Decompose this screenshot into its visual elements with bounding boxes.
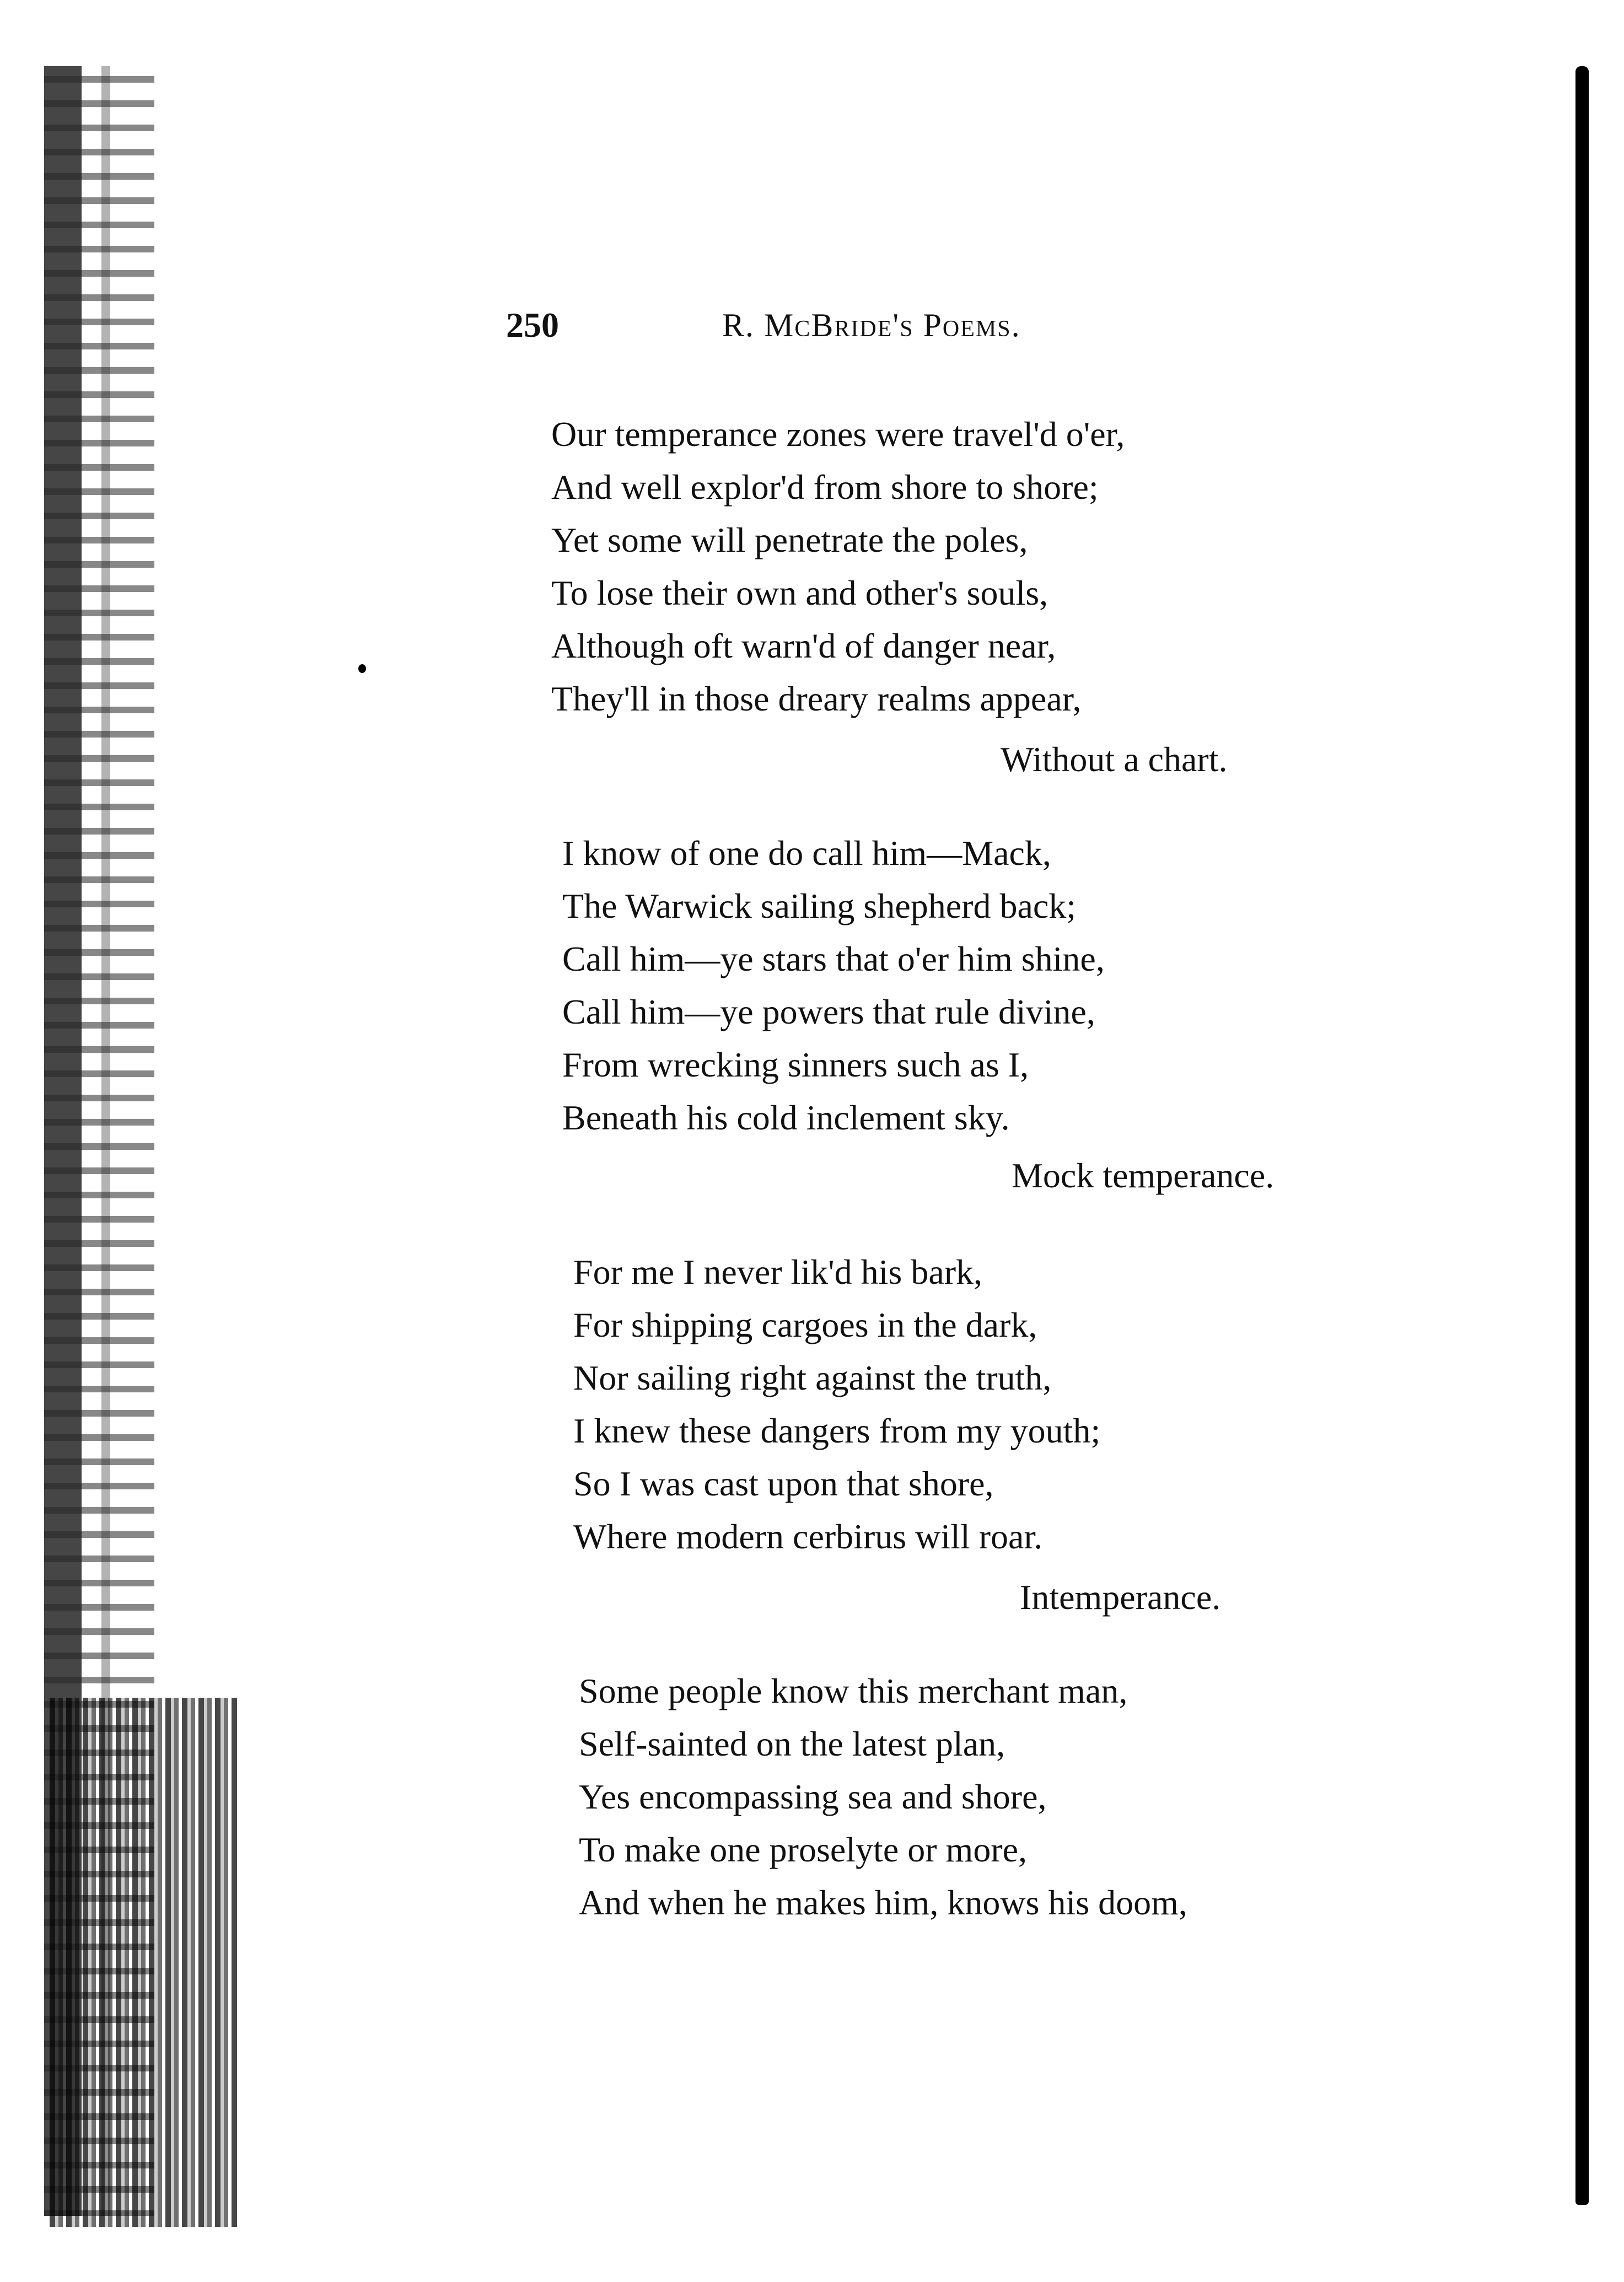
stanza-tag: Mock temperance.: [1012, 1156, 1275, 1195]
verse-line: Although oft warn'd of danger near,: [551, 626, 1056, 665]
scan-edge-shadow-right: [1575, 66, 1589, 2205]
verse-line: For me I never lik'd his bark,: [573, 1252, 983, 1291]
verse-line: Call him—ye powers that rule divine,: [562, 992, 1095, 1031]
page-header: [0, 298, 1624, 353]
verse-line: So I was cast upon that shore,: [573, 1464, 994, 1503]
stanza-1: [551, 408, 1125, 725]
verse-line: For shipping cargoes in the dark,: [573, 1305, 1037, 1344]
verse-line: Beneath his cold inclement sky.: [562, 1098, 1010, 1137]
verse-line: To make one proselyte or more,: [579, 1830, 1028, 1869]
stanza-tag: Without a chart.: [1001, 740, 1228, 779]
verse-line: The Warwick sailing shepherd back;: [562, 886, 1077, 925]
ink-speck: [358, 664, 366, 673]
page-number: 250: [506, 305, 559, 345]
verse-line: Yet some will penetrate the poles,: [551, 520, 1028, 559]
verse-line: And when he makes him, knows his doom,: [579, 1883, 1187, 1922]
verse-line: Some people know this merchant man,: [579, 1671, 1128, 1710]
verse-line: Self-sainted on the latest plan,: [579, 1724, 1005, 1763]
verse-line: Call him—ye stars that o'er him shine,: [562, 939, 1105, 978]
verse-line: They'll in those dreary realms appear,: [551, 679, 1082, 718]
verse-line: Our temperance zones were travel'd o'er,: [551, 415, 1125, 454]
stanza-2: [562, 827, 1105, 1144]
verse-line: To lose their own and other's souls,: [551, 573, 1048, 612]
running-head: R. McBride's Poems.: [722, 307, 1021, 343]
stanza-tag: Intemperance.: [1020, 1578, 1221, 1617]
scan-edge-shadow-left-lower: [50, 1698, 237, 2227]
verse-line: I know of one do call him—Mack,: [562, 833, 1051, 873]
verse-line: And well explor'd from shore to shore;: [551, 467, 1099, 507]
verse-line: From wrecking sinners such as I,: [562, 1045, 1029, 1084]
verse-line: I knew these dangers from my youth;: [573, 1411, 1101, 1450]
verse-line: Yes encompassing sea and shore,: [579, 1777, 1047, 1816]
verse-line: Where modern cerbirus will roar.: [573, 1517, 1043, 1556]
stanza-4: [579, 1665, 1187, 1929]
stanza-3: [573, 1246, 1100, 1563]
verse-line: Nor sailing right against the truth,: [573, 1358, 1052, 1397]
